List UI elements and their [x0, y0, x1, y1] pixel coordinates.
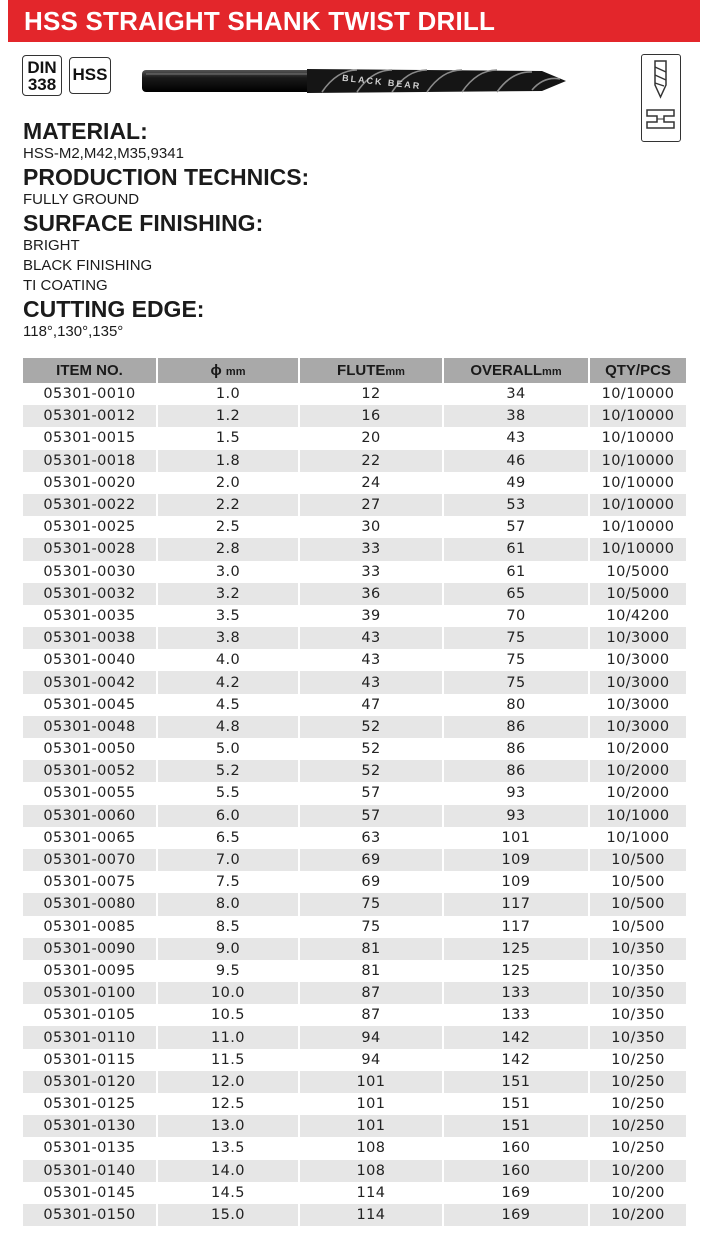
item-no-cell: 05301-0070 — [23, 849, 157, 871]
table-row — [23, 1093, 686, 1115]
table-row — [23, 1049, 686, 1071]
table-row — [23, 738, 686, 760]
overall-cell: 169 — [443, 1182, 589, 1204]
diameter-cell: 2.5 — [157, 516, 299, 538]
qty-cell: 10/250 — [589, 1115, 686, 1137]
overall-cell: 43 — [443, 427, 589, 449]
surface-value-black: BLACK FINISHING — [23, 257, 153, 274]
table-row — [23, 982, 686, 1004]
flute-cell: 52 — [299, 716, 443, 738]
qty-cell: 10/3000 — [589, 694, 686, 716]
qty-cell: 10/500 — [589, 871, 686, 893]
diameter-cell: 4.0 — [157, 649, 299, 671]
table-row — [23, 1137, 686, 1159]
table-row — [23, 893, 686, 915]
flute-cell: 63 — [299, 827, 443, 849]
item-no-cell: 05301-0035 — [23, 605, 157, 627]
header-item-no: ITEM NO. — [23, 358, 157, 383]
diameter-cell: 7.5 — [157, 871, 299, 893]
diameter-cell: 1.5 — [157, 427, 299, 449]
overall-cell: 61 — [443, 561, 589, 583]
item-no-cell: 05301-0150 — [23, 1204, 157, 1226]
table-row — [23, 1026, 686, 1048]
overall-cell: 86 — [443, 738, 589, 760]
diameter-symbol: ϕ — [210, 362, 222, 379]
item-no-cell: 05301-0040 — [23, 649, 157, 671]
item-no-cell: 05301-0140 — [23, 1160, 157, 1182]
diameter-cell: 2.2 — [157, 494, 299, 516]
flute-cell: 108 — [299, 1137, 443, 1159]
diameter-cell: 7.0 — [157, 849, 299, 871]
table-row — [23, 938, 686, 960]
drill-size-table — [23, 358, 686, 1226]
qty-cell: 10/2000 — [589, 738, 686, 760]
overall-cell: 53 — [443, 494, 589, 516]
qty-cell: 10/350 — [589, 960, 686, 982]
diameter-cell: 8.0 — [157, 893, 299, 915]
page-title: HSS STRAIGHT SHANK TWIST DRILL — [8, 0, 700, 42]
qty-cell: 10/350 — [589, 1026, 686, 1048]
flute-cell: 20 — [299, 427, 443, 449]
drill-bit-image — [142, 62, 568, 100]
item-no-cell: 05301-0015 — [23, 427, 157, 449]
table-row — [23, 671, 686, 693]
table-row — [23, 472, 686, 494]
diameter-cell: 15.0 — [157, 1204, 299, 1226]
overall-cell: 61 — [443, 538, 589, 560]
overall-cell: 86 — [443, 760, 589, 782]
qty-cell: 10/350 — [589, 982, 686, 1004]
table-row — [23, 716, 686, 738]
cutting-label: CUTTING EDGE: — [23, 296, 205, 322]
table-row — [23, 405, 686, 427]
qty-cell: 10/250 — [589, 1137, 686, 1159]
qty-cell: 10/10000 — [589, 450, 686, 472]
diameter-cell: 10.0 — [157, 982, 299, 1004]
material-value: HSS-M2,M42,M35,9341 — [23, 145, 184, 162]
overall-cell: 49 — [443, 472, 589, 494]
item-no-cell: 05301-0022 — [23, 494, 157, 516]
qty-cell: 10/3000 — [589, 716, 686, 738]
item-no-cell: 05301-0028 — [23, 538, 157, 560]
qty-cell: 10/10000 — [589, 494, 686, 516]
table-row — [23, 960, 686, 982]
qty-cell: 10/5000 — [589, 561, 686, 583]
qty-cell: 10/500 — [589, 849, 686, 871]
overall-cell: 117 — [443, 893, 589, 915]
item-no-cell: 05301-0105 — [23, 1004, 157, 1026]
table-row — [23, 450, 686, 472]
diameter-cell: 13.0 — [157, 1115, 299, 1137]
flute-cell: 52 — [299, 760, 443, 782]
table-body — [23, 383, 686, 1226]
flute-cell: 33 — [299, 538, 443, 560]
qty-cell: 10/500 — [589, 893, 686, 915]
item-no-cell: 05301-0045 — [23, 694, 157, 716]
item-no-cell: 05301-0055 — [23, 782, 157, 804]
item-no-cell: 05301-0135 — [23, 1137, 157, 1159]
qty-cell: 10/1000 — [589, 827, 686, 849]
overall-cell: 46 — [443, 450, 589, 472]
flute-cell: 39 — [299, 605, 443, 627]
flute-cell: 108 — [299, 1160, 443, 1182]
table-row — [23, 871, 686, 893]
item-no-cell: 05301-0038 — [23, 627, 157, 649]
table-row — [23, 561, 686, 583]
diameter-cell: 14.5 — [157, 1182, 299, 1204]
table-row — [23, 782, 686, 804]
overall-cell: 80 — [443, 694, 589, 716]
overall-cell: 142 — [443, 1026, 589, 1048]
qty-cell: 10/10000 — [589, 383, 686, 405]
item-no-cell: 05301-0030 — [23, 561, 157, 583]
overall-cell: 125 — [443, 938, 589, 960]
qty-cell: 10/200 — [589, 1204, 686, 1226]
flute-cell: 81 — [299, 938, 443, 960]
qty-cell: 10/10000 — [589, 516, 686, 538]
item-no-cell: 05301-0052 — [23, 760, 157, 782]
flute-cell: 101 — [299, 1071, 443, 1093]
item-no-cell: 05301-0090 — [23, 938, 157, 960]
table-row — [23, 383, 686, 405]
table-row — [23, 1004, 686, 1026]
diameter-cell: 3.8 — [157, 627, 299, 649]
overall-cell: 117 — [443, 916, 589, 938]
overall-cell: 70 — [443, 605, 589, 627]
table-row — [23, 583, 686, 605]
overall-cell: 109 — [443, 849, 589, 871]
flute-cell: 81 — [299, 960, 443, 982]
qty-cell: 10/10000 — [589, 472, 686, 494]
qty-cell: 10/2000 — [589, 760, 686, 782]
din-badge-line2: 338 — [27, 75, 57, 94]
item-no-cell: 05301-0020 — [23, 472, 157, 494]
production-label: PRODUCTION TECHNICS: — [23, 164, 310, 190]
flute-cell: 87 — [299, 1004, 443, 1026]
flute-cell: 43 — [299, 671, 443, 693]
item-no-cell: 05301-0130 — [23, 1115, 157, 1137]
qty-cell: 10/200 — [589, 1160, 686, 1182]
table-row — [23, 494, 686, 516]
qty-cell: 10/1000 — [589, 805, 686, 827]
item-no-cell: 05301-0075 — [23, 871, 157, 893]
table-row — [23, 516, 686, 538]
table-row — [23, 627, 686, 649]
table-row — [23, 1115, 686, 1137]
overall-cell: 75 — [443, 649, 589, 671]
diameter-cell: 1.0 — [157, 383, 299, 405]
surface-value-ti: TI COATING — [23, 277, 108, 294]
table-row — [23, 427, 686, 449]
table-header-row — [23, 358, 686, 383]
diameter-cell: 13.5 — [157, 1137, 299, 1159]
flute-cell: 43 — [299, 627, 443, 649]
qty-cell: 10/5000 — [589, 583, 686, 605]
hss-material-badge: HSS — [69, 57, 111, 94]
diameter-cell: 12.0 — [157, 1071, 299, 1093]
flute-cell: 47 — [299, 694, 443, 716]
item-no-cell: 05301-0048 — [23, 716, 157, 738]
flute-cell: 27 — [299, 494, 443, 516]
overall-cell: 151 — [443, 1115, 589, 1137]
flute-cell: 114 — [299, 1204, 443, 1226]
flute-cell: 75 — [299, 916, 443, 938]
table-row — [23, 605, 686, 627]
surface-label: SURFACE FINISHING: — [23, 210, 264, 236]
table-row — [23, 760, 686, 782]
qty-cell: 10/500 — [589, 916, 686, 938]
item-no-cell: 05301-0120 — [23, 1071, 157, 1093]
flute-cell: 101 — [299, 1115, 443, 1137]
diameter-cell: 1.8 — [157, 450, 299, 472]
item-no-cell: 05301-0080 — [23, 893, 157, 915]
flute-cell: 22 — [299, 450, 443, 472]
qty-cell: 10/10000 — [589, 538, 686, 560]
diameter-cell: 11.5 — [157, 1049, 299, 1071]
table-row — [23, 1204, 686, 1226]
overall-cell: 93 — [443, 782, 589, 804]
flute-cell: 12 — [299, 383, 443, 405]
diameter-cell: 2.0 — [157, 472, 299, 494]
qty-cell: 10/250 — [589, 1049, 686, 1071]
overall-cell: 75 — [443, 627, 589, 649]
item-no-cell: 05301-0085 — [23, 916, 157, 938]
diameter-cell: 12.5 — [157, 1093, 299, 1115]
overall-cell: 86 — [443, 716, 589, 738]
header-overall — [443, 358, 589, 383]
overall-cell: 75 — [443, 671, 589, 693]
qty-cell: 10/10000 — [589, 405, 686, 427]
overall-label: OVERALL — [470, 362, 543, 379]
overall-cell: 142 — [443, 1049, 589, 1071]
flute-cell: 101 — [299, 1093, 443, 1115]
flute-cell: 24 — [299, 472, 443, 494]
table-row — [23, 1071, 686, 1093]
qty-cell: 10/10000 — [589, 427, 686, 449]
flute-cell: 69 — [299, 871, 443, 893]
table-row — [23, 694, 686, 716]
qty-cell: 10/350 — [589, 1004, 686, 1026]
item-no-cell: 05301-0050 — [23, 738, 157, 760]
flute-cell: 75 — [299, 893, 443, 915]
diameter-cell: 3.0 — [157, 561, 299, 583]
overall-cell: 133 — [443, 982, 589, 1004]
table-row — [23, 1160, 686, 1182]
diameter-cell: 10.5 — [157, 1004, 299, 1026]
diameter-cell: 9.0 — [157, 938, 299, 960]
diameter-cell: 6.5 — [157, 827, 299, 849]
diameter-cell: 4.2 — [157, 671, 299, 693]
flute-cell: 114 — [299, 1182, 443, 1204]
flute-cell: 87 — [299, 982, 443, 1004]
qty-cell: 10/200 — [589, 1182, 686, 1204]
flute-cell: 57 — [299, 782, 443, 804]
qty-cell: 10/2000 — [589, 782, 686, 804]
flute-cell: 36 — [299, 583, 443, 605]
specifications — [23, 118, 683, 342]
diameter-unit: mm — [225, 366, 246, 378]
item-no-cell: 05301-0115 — [23, 1049, 157, 1071]
overall-cell: 160 — [443, 1160, 589, 1182]
table-row — [23, 916, 686, 938]
din-badge-line1: DIN — [27, 58, 57, 77]
overall-cell: 101 — [443, 827, 589, 849]
overall-cell: 65 — [443, 583, 589, 605]
overall-cell: 125 — [443, 960, 589, 982]
diameter-cell: 4.5 — [157, 694, 299, 716]
flute-cell: 69 — [299, 849, 443, 871]
diameter-cell: 8.5 — [157, 916, 299, 938]
header-qty: QTY/PCS — [589, 358, 686, 383]
overall-cell: 160 — [443, 1137, 589, 1159]
diameter-cell: 14.0 — [157, 1160, 299, 1182]
overall-cell: 57 — [443, 516, 589, 538]
flute-cell: 30 — [299, 516, 443, 538]
diameter-cell: 9.5 — [157, 960, 299, 982]
item-no-cell: 05301-0010 — [23, 383, 157, 405]
material-label: MATERIAL: — [23, 118, 148, 144]
flute-cell: 52 — [299, 738, 443, 760]
overall-cell: 169 — [443, 1204, 589, 1226]
table-row — [23, 1182, 686, 1204]
qty-cell: 10/350 — [589, 938, 686, 960]
qty-cell: 10/250 — [589, 1093, 686, 1115]
item-no-cell: 05301-0012 — [23, 405, 157, 427]
flute-cell: 43 — [299, 649, 443, 671]
diameter-cell: 6.0 — [157, 805, 299, 827]
flute-cell: 33 — [299, 561, 443, 583]
item-no-cell: 05301-0110 — [23, 1026, 157, 1048]
overall-cell: 133 — [443, 1004, 589, 1026]
diameter-cell: 5.0 — [157, 738, 299, 760]
diameter-cell: 2.8 — [157, 538, 299, 560]
item-no-cell: 05301-0095 — [23, 960, 157, 982]
flute-cell: 57 — [299, 805, 443, 827]
table-row — [23, 538, 686, 560]
diameter-cell: 11.0 — [157, 1026, 299, 1048]
overall-cell: 109 — [443, 871, 589, 893]
item-no-cell: 05301-0032 — [23, 583, 157, 605]
qty-cell: 10/3000 — [589, 671, 686, 693]
item-no-cell: 05301-0100 — [23, 982, 157, 1004]
item-no-cell: 05301-0025 — [23, 516, 157, 538]
item-no-cell: 05301-0018 — [23, 450, 157, 472]
flute-cell: 16 — [299, 405, 443, 427]
table-row — [23, 649, 686, 671]
item-no-cell: 05301-0145 — [23, 1182, 157, 1204]
overall-cell: 38 — [443, 405, 589, 427]
overall-cell: 34 — [443, 383, 589, 405]
table-row — [23, 805, 686, 827]
flute-label: FLUTE — [337, 362, 386, 379]
diameter-cell: 4.8 — [157, 716, 299, 738]
item-no-cell: 05301-0065 — [23, 827, 157, 849]
item-no-cell: 05301-0125 — [23, 1093, 157, 1115]
diameter-cell: 5.5 — [157, 782, 299, 804]
production-value: FULLY GROUND — [23, 191, 140, 208]
qty-cell: 10/4200 — [589, 605, 686, 627]
header-diameter — [157, 358, 299, 383]
qty-cell: 10/3000 — [589, 649, 686, 671]
diameter-cell: 3.2 — [157, 583, 299, 605]
flute-cell: 94 — [299, 1026, 443, 1048]
surface-value-bright: BRIGHT — [23, 237, 80, 254]
item-no-cell: 05301-0060 — [23, 805, 157, 827]
diameter-cell: 5.2 — [157, 760, 299, 782]
qty-cell: 10/3000 — [589, 627, 686, 649]
overall-cell: 93 — [443, 805, 589, 827]
overall-unit: mm — [542, 366, 562, 378]
drill-brand-text: BLACK BEAR — [341, 72, 422, 92]
table-row — [23, 849, 686, 871]
qty-cell: 10/250 — [589, 1071, 686, 1093]
diameter-cell: 1.2 — [157, 405, 299, 427]
diameter-cell: 3.5 — [157, 605, 299, 627]
item-no-cell: 05301-0042 — [23, 671, 157, 693]
table-row — [23, 827, 686, 849]
flute-unit: mm — [385, 366, 405, 378]
cutting-value: 118°,130°,135° — [23, 323, 124, 340]
header-flute — [299, 358, 443, 383]
overall-cell: 151 — [443, 1071, 589, 1093]
din-standard-badge — [22, 55, 62, 96]
flute-cell: 94 — [299, 1049, 443, 1071]
overall-cell: 151 — [443, 1093, 589, 1115]
